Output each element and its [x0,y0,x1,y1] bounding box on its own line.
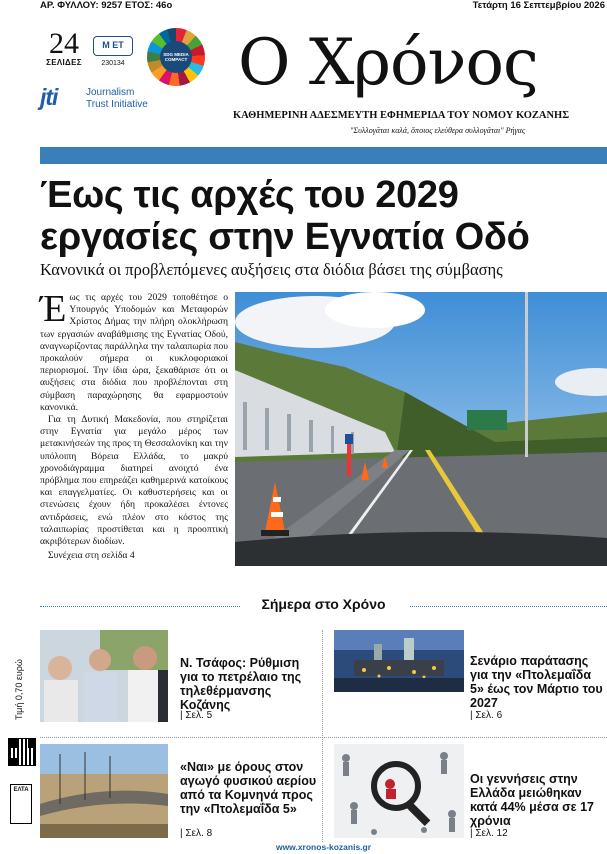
teaser-4-photo [334,744,464,838]
article-continued-link[interactable]: Συνέχεια στη σελίδα 4 [48,550,135,562]
teaser-3-image [40,744,168,838]
motto-text: "Συλλογᾶται καλά, ὅποιος ελεύθερα συλλογᾶται" [350,126,504,135]
met-number: 230134 [101,60,125,67]
headline-line2: εργασίες στην Εγνατία Οδό [40,216,530,258]
elta-label: ΕΛΤΑ [13,787,29,793]
section-today-in-xronos [40,596,607,616]
teaser-1-title: Ν. Τσάφος: Ρύθμιση για το πετρέλαιο της τηλεθέρμανσης Κοζάνης [180,656,302,712]
section-divider-right [410,606,607,607]
masthead-tagline: ΚΑΘΗΜΕΡΙΝΗ ΑΔΕΣΜΕΥΤΗ ΕΦΗΜΕΡΙΔΑ ΤΟΥ ΝΟΜΟΥ ΚΟΖΑΝΗΣ [233,110,570,121]
teaser-1-page: | Σελ. 5 [180,710,213,721]
article-paragraph-1 [40,288,228,414]
sdg-badge-label: SDG MEDIA COMPACT [160,41,192,73]
article-paragraph-1-text: ως τις αρχές του 2029 τοποθέτησε ο Υπουργός Υποδομών και Μεταφορών Χρίστος Δήμας την πλήρη ολοκλήρωση των εργασιών αναβάθμισης της Εγνατίας Οδού, αναγνωρίζοντας παράλληλα την ταλαιπωρία που προκαλούν σήμερα οι κυκλοφοριακοί περιορισμοί. Την ίδια ώρα, ξεκαθάρισε ότι οι αυξήσεις στα διόδια που προβλέπονται στη σύμβαση παραχώρησης θα εφαρμοστούν κανονικά. [40,292,228,413]
teaser-2-page: | Σελ. 6 [470,710,503,721]
teaser-4-page: | Σελ. 12 [470,828,508,839]
teaser-1[interactable] [40,630,320,730]
teaser-4-title: Οι γεννήσεις στην Ελλάδα μειώθηκαν κατά 44% μέσα σε 17 χρόνια [470,772,594,828]
footer-website-link[interactable]: www.xronos-kozanis.gr [275,842,372,852]
teaser-horizontal-divider [40,737,607,738]
publication-date: Τετάρτη 16 Σεπτεμβρίου 2026 [472,0,605,11]
issue-number: ΑΡ. ΦΥΛΛΟΥ: 9257 ΕΤΟΣ: 46ο [40,0,173,11]
header-divider-bar [40,147,607,164]
masthead-title: Ο Χρόνος [238,26,538,100]
highway-photo-illustration [235,292,607,566]
motto-author: Ρήγας [505,126,526,135]
jti-line2: Trust Initiative [86,99,148,110]
teaser-2[interactable] [334,630,607,730]
teaser-3-photo [40,744,168,838]
met-badge: Μ ΕΤ [93,36,133,56]
teaser-vertical-divider [322,630,323,842]
article-paragraph-2: Για τη Δυτική Μακεδονία, που στηρίζεται στην Εγνατία για μεγάλο μέρος των μετακινήσεών της προς τη Θεσσαλονίκη και την υπόλοιπη Βόρεια Ελλάδα, το μακρύ χρονοδιάγραμμα διατηρεί ανοιχτό ένα πρόβλημα που επηρεάζει καθημερινά κατοίκους και επαγγελματίες. Οι καθυστερήσεις και οι στενώσεις έχουν ήδη προκαλέσει έντονες αντιδράσεις, ενώ πλέον στο κόστος της ταλαιπωρίας προστίθεται και η προοπτική ακριβότερων διοδίων. [40,414,228,548]
qr-code[interactable] [8,738,36,766]
price-label [14,640,28,720]
teaser-2-image [334,630,464,692]
page-count-label: ΣΕΛΙΔΕΣ [46,58,82,67]
main-subhead: Κανονικά οι προβλεπόμενες αυξήσεις στα διόδια βάσει της σύμβασης [40,260,503,279]
teaser-3-title: «Ναι» με όρους στον αγωγό φυσικού αερίου από τα Κομνηνά προς την «Πτολεμαΐδα 5» [180,760,317,816]
top-bar [40,0,607,12]
teaser-2-photo [334,630,464,692]
jti-line1: Journalism [86,87,135,98]
teaser-4[interactable] [334,744,607,844]
teaser-4-image [334,744,464,838]
main-photo [235,292,607,566]
price-text: Τιμή 0,70 ευρώ [14,659,24,720]
elta-postal-logo [10,784,32,824]
jti-text [86,87,148,111]
teaser-1-photo [40,630,168,722]
headline-line1: Έως τις αρχές του 2029 [40,174,459,216]
masthead-motto [350,126,525,135]
jti-mark: jti [40,84,58,110]
sdg-media-compact-logo [147,28,205,86]
teaser-1-image [40,630,168,722]
jti-logo [40,84,170,114]
main-headline[interactable] [40,174,607,258]
main-article-body [40,288,228,562]
page-count [40,27,88,67]
page-count-number: 24 [49,27,79,60]
article-dropcap: Έ [40,288,67,330]
section-title: Σήμερα στο Χρόνο [261,596,386,612]
teaser-3-page: | Σελ. 8 [180,828,213,839]
teaser-2-title: Σενάριο παράτασης για την «Πτολεμαΐδα 5» έως τον Μάρτιο του 2027 [470,654,603,710]
teaser-3[interactable] [40,744,320,844]
